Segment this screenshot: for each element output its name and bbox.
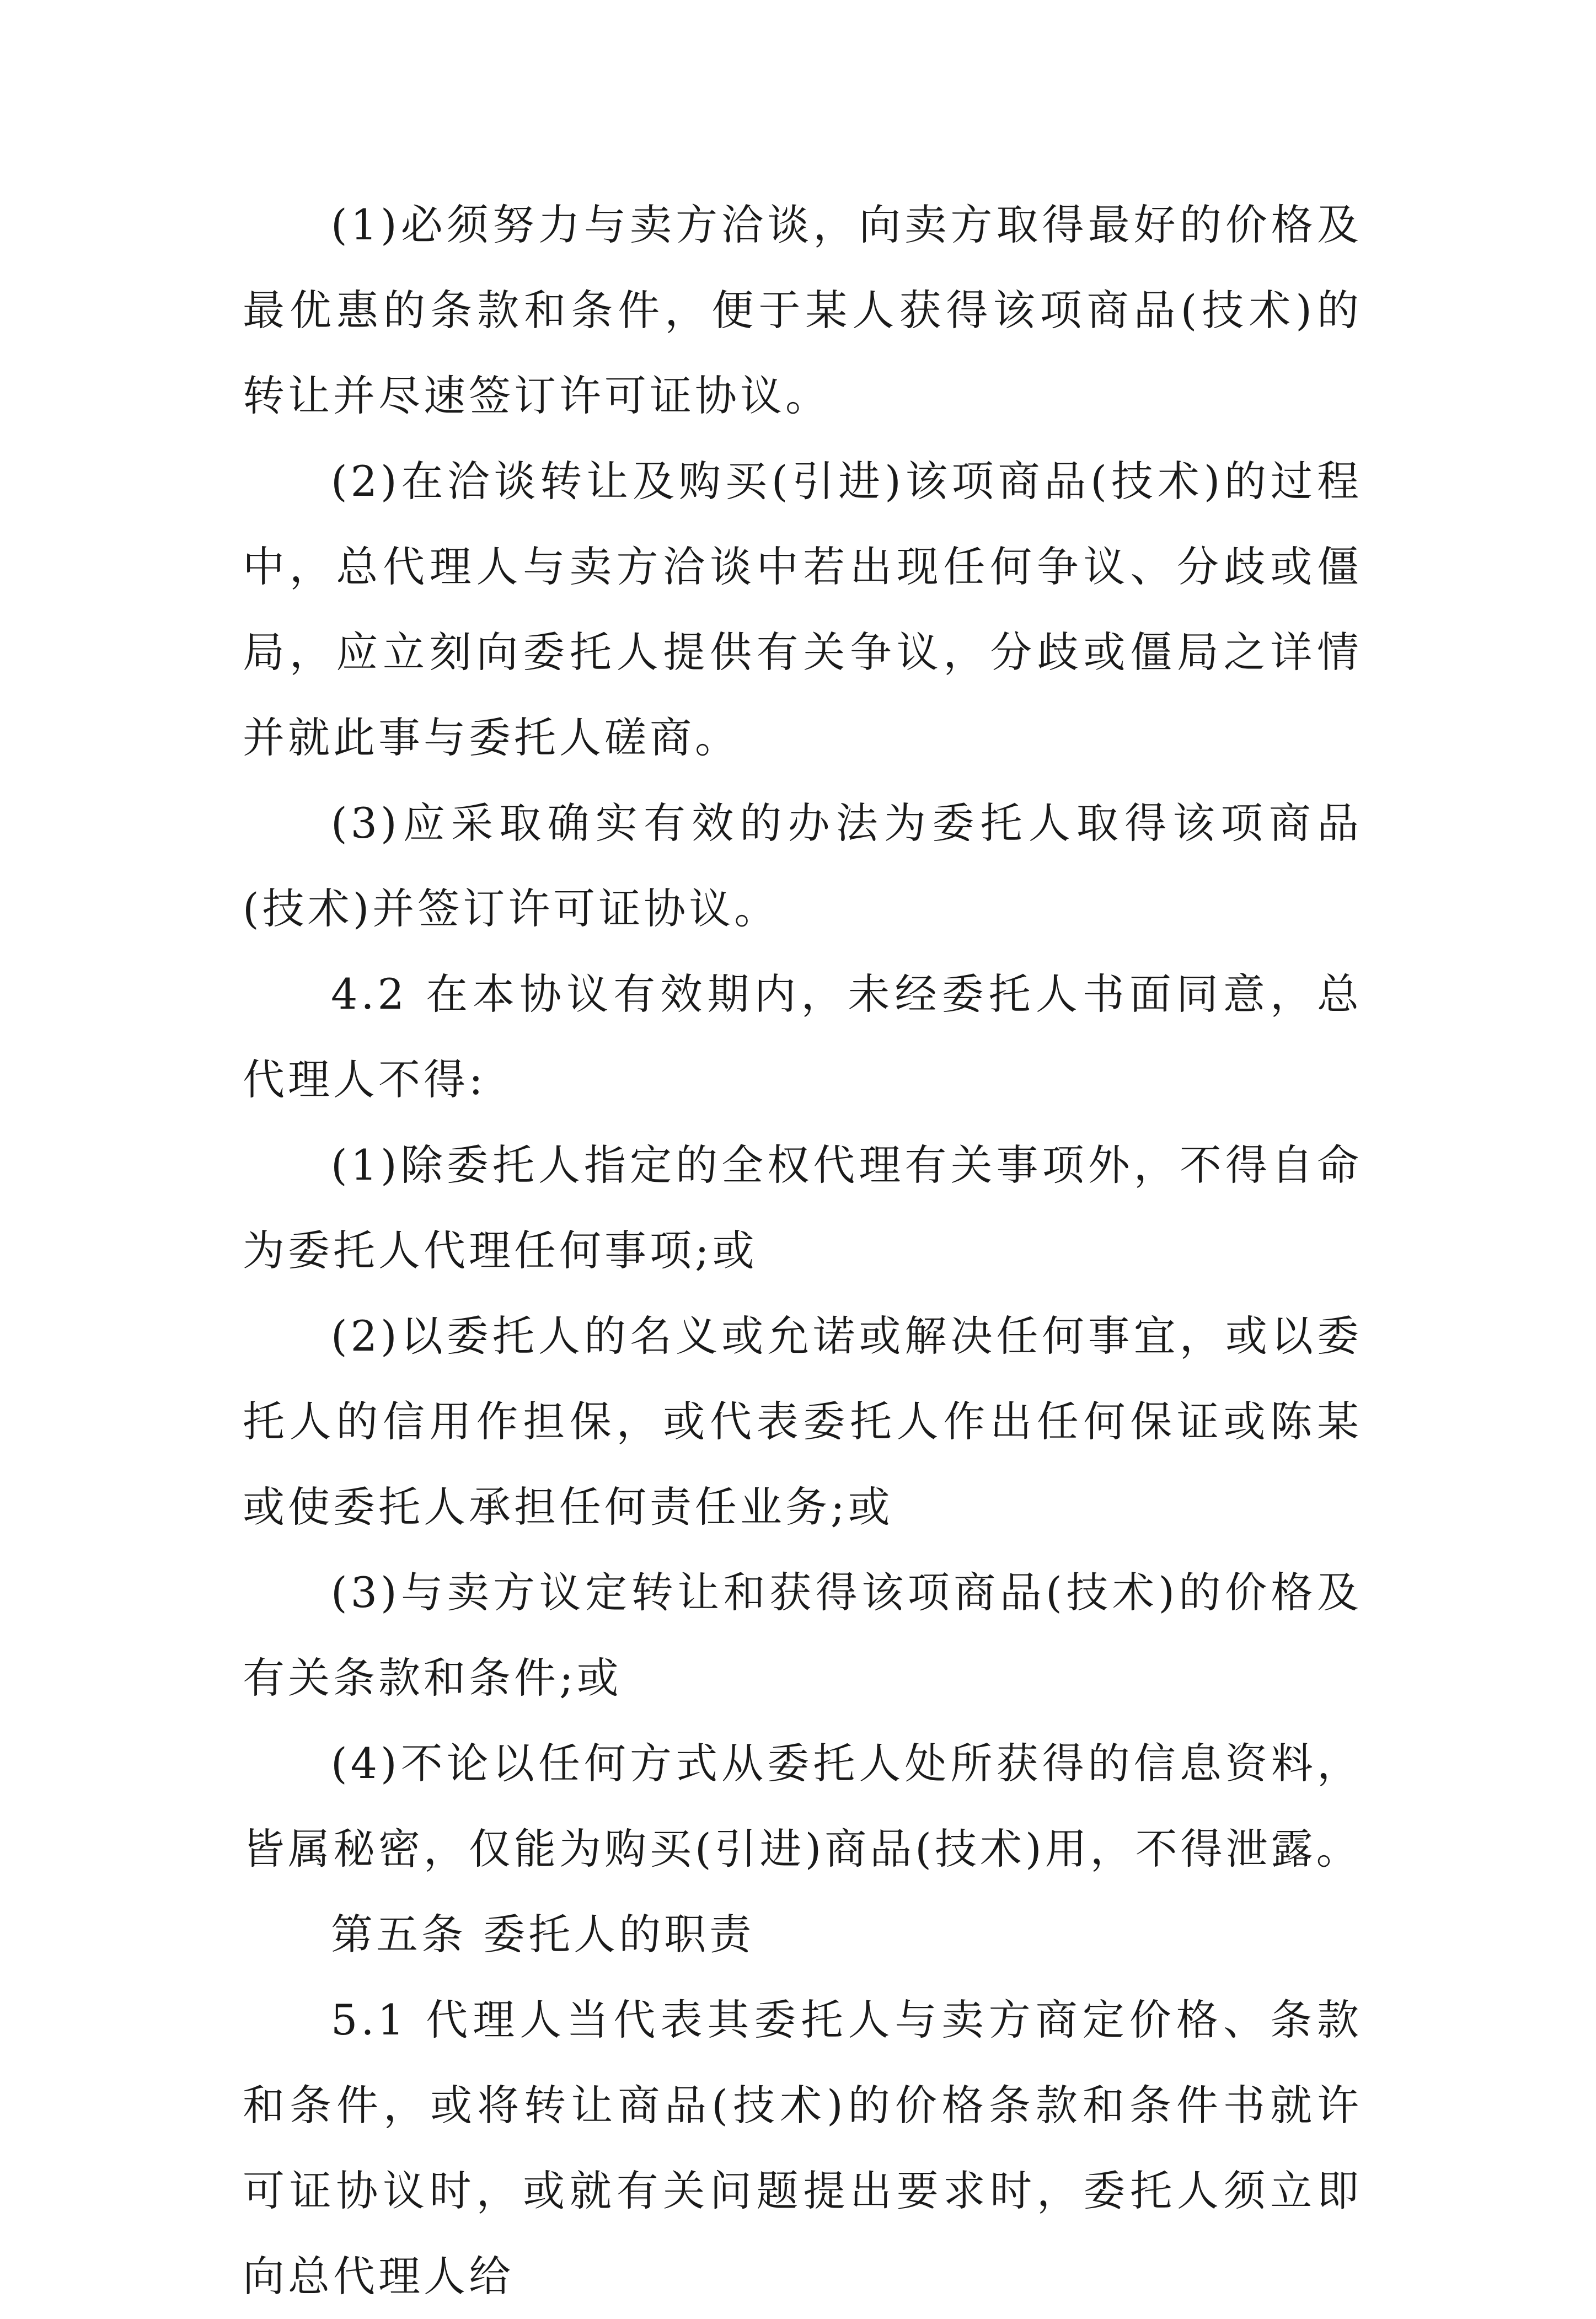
paragraph-restriction-3: (3)与卖方议定转让和获得该项商品(技术)的价格及有关条款和条件;或 <box>243 1568 1362 1702</box>
paragraph-restriction-1: (1)除委托人指定的全权代理有关事项外，不得自命为委托人代理任何事项;或 <box>243 1140 1362 1275</box>
paragraph-restriction-2: (2)以委托人的名义或允诺或解决任何事宜，或以委托人的信用作担保，或代表委托人作出任何保证或陈某或使委托人承担任何责任业务;或 <box>243 1311 1362 1531</box>
paragraph-duty-2: (2)在洽谈转让及购买(引进)该项商品(技术)的过程中，总代理人与卖方洽谈中若出现任何争议、分歧或僵局，应立刻向委托人提供有关争议，分歧或僵局之详情并就此事与委托人磋商。 <box>243 457 1362 762</box>
paragraph-clause-5-1: 5.1 代理人当代表其委托人与卖方商定价格、条款和条件，或将转让商品(技术)的价格条款和条件书就许可证协议时，或就有关问题提出要求时，委托人须立即向总代理人给 <box>243 1995 1362 2301</box>
paragraph-duty-1: (1)必须努力与卖方洽谈，向卖方取得最好的价格及最优惠的条款和条件，便于某人获得该项商品(技术)的转让并尽速签订许可证协议。 <box>243 200 1362 420</box>
section-heading-article-5: 第五条 委托人的职责 <box>331 1910 755 1959</box>
paragraph-duty-3: (3)应采取确实有效的办法为委托人取得该项商品(技术)并签订许可证协议。 <box>243 799 1362 933</box>
paragraph-clause-4-2: 4.2 在本协议有效期内，未经委托人书面同意，总代理人不得: <box>243 970 1362 1104</box>
document-body <box>243 182 1362 2319</box>
paragraph-restriction-4: (4)不论以任何方式从委托人处所获得的信息资料，皆属秘密，仅能为购买(引进)商品(技术)用，不得泄露。 <box>243 1739 1362 1873</box>
